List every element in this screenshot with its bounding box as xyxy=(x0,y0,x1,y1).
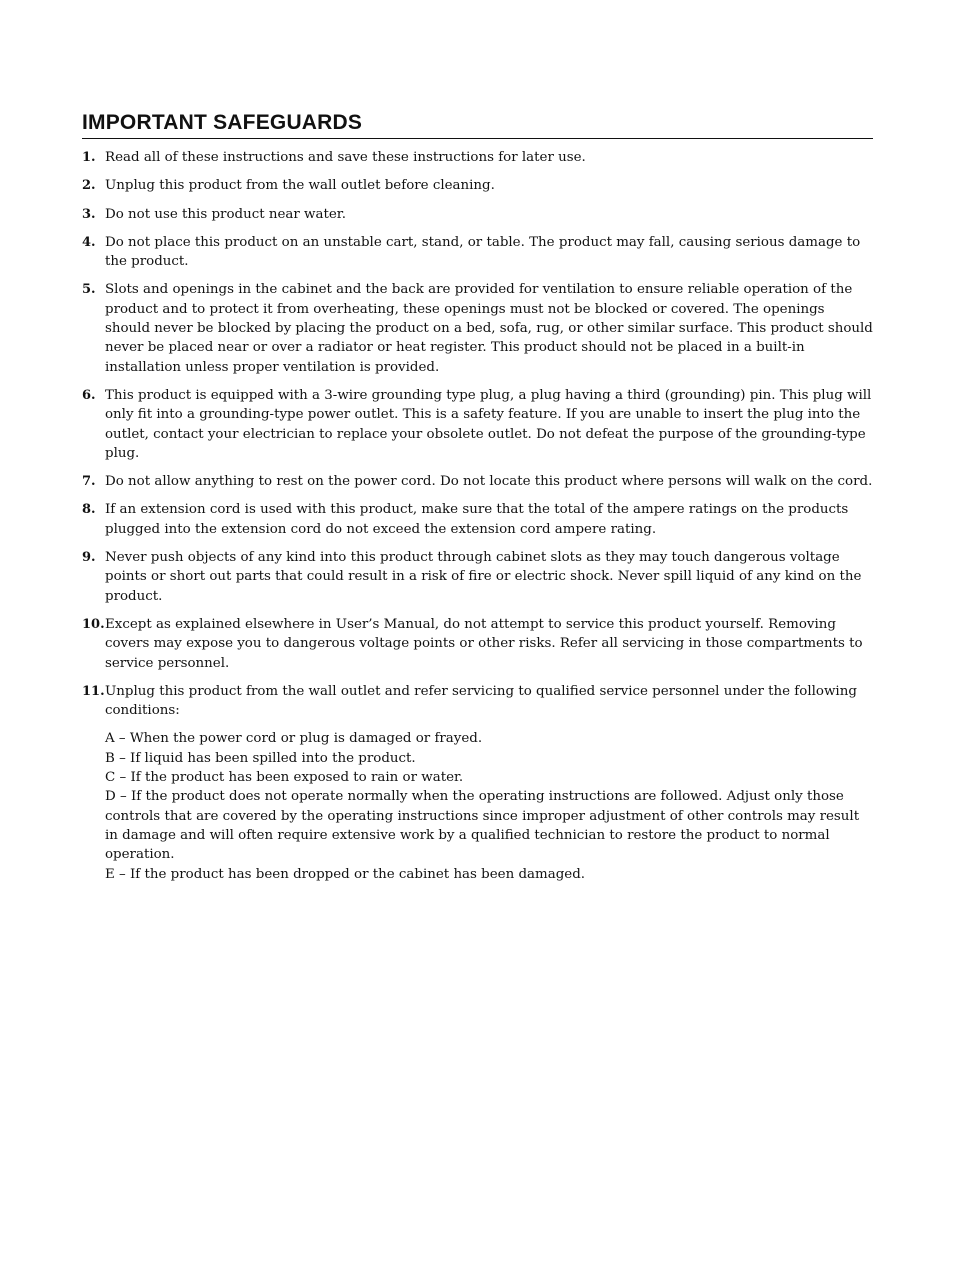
conditions-list xyxy=(105,729,873,883)
list-item xyxy=(82,500,873,539)
item-number: 9. xyxy=(82,550,96,566)
safeguards-list xyxy=(82,148,873,884)
condition-item: D – If the product does not operate normally when the operating instructions are followed. Adjust only those controls that are covered by the operating instructions since improper adjustment of other controls may result in damage and will often require extensive work by a qualified technician to restore the product to normal operation. xyxy=(105,789,860,863)
item-text: Unplug this product from the wall outlet before cleaning. xyxy=(105,178,495,194)
list-item xyxy=(82,386,873,463)
item-text: Read all of these instructions and save these instructions for later use. xyxy=(105,150,586,165)
item-text: Slots and openings in the cabinet and the back are provided for ventilation to ensure reliable operation of the product and to protect it from overheating, these openings must not be blocked or covered. The openings should never be blocked by placing the product on a bed, sofa, rug, or other similar surface. This product should never be placed near or over a radiator or heat register. This product should not be placed in a built-in installation unless proper ventilation is provided. xyxy=(105,282,873,375)
item-text: Never push objects of any kind into this product through cabinet slots as they may touch dangerous voltage points or short out parts that could result in a risk of fire or electric shock. Never spill liquid of any kind on the product. xyxy=(105,550,862,604)
list-item xyxy=(82,148,873,167)
condition-item: E – If the product has been dropped or the cabinet has been damaged. xyxy=(105,866,586,882)
list-item xyxy=(82,615,873,673)
item-number: 5. xyxy=(82,282,96,298)
condition-item: C – If the product has been exposed to rain or water. xyxy=(105,770,464,786)
item-text: If an extension cord is used with this product, make sure that the total of the ampere ratings on the products plugged into the extension cord do not exceed the extension cord ampere rating. xyxy=(105,502,849,537)
item-text: This product is equipped with a 3-wire grounding type plug, a plug having a third (grounding) pin. This plug will only fit into a grounding-type power outlet. This is a safety feature. If you are unable to insert the plug into the outlet, contact your electrician to replace your obsolete outlet. Do not defeat the purpose of the grounding-type plug. xyxy=(105,387,872,461)
list-item xyxy=(82,472,873,491)
list-item xyxy=(82,205,873,224)
page-title: IMPORTANT SAFEGUARDS xyxy=(82,110,873,139)
item-text: Except as explained elsewhere in User’s Manual, do not attempt to service this product yourself. Removing covers may expose you to dangerous voltage points or other risks. Refer all servicing in those compartments to service personnel. xyxy=(105,616,863,671)
item-number: 8. xyxy=(82,502,96,518)
list-item xyxy=(82,548,873,606)
item-text: Unplug this product from the wall outlet and refer servicing to qualified service personnel under the following conditions: xyxy=(105,683,857,719)
item-number: 2. xyxy=(82,178,96,194)
safeguards-page xyxy=(82,110,873,893)
item-text: Do not place this product on an unstable cart, stand, or table. The product may fall, causing serious damage to the product. xyxy=(105,234,861,270)
item-number: 1. xyxy=(82,150,96,165)
list-item xyxy=(82,233,873,272)
item-number: 3. xyxy=(82,206,96,222)
condition-item: B – If liquid has been spilled into the product. xyxy=(105,750,416,766)
list-item xyxy=(82,682,873,884)
item-number: 6. xyxy=(82,387,96,403)
item-number: 11. xyxy=(82,683,105,699)
item-number: 10. xyxy=(82,616,105,632)
item-text: Do not use this product near water. xyxy=(105,206,346,222)
item-text: Do not allow anything to rest on the power cord. Do not locate this product where persons will walk on the cord. xyxy=(105,474,873,490)
item-number: 4. xyxy=(82,234,96,250)
condition-item: A – When the power cord or plug is damaged or frayed. xyxy=(105,731,483,747)
list-item xyxy=(82,280,873,376)
item-number: 7. xyxy=(82,474,96,490)
list-item xyxy=(82,176,873,195)
